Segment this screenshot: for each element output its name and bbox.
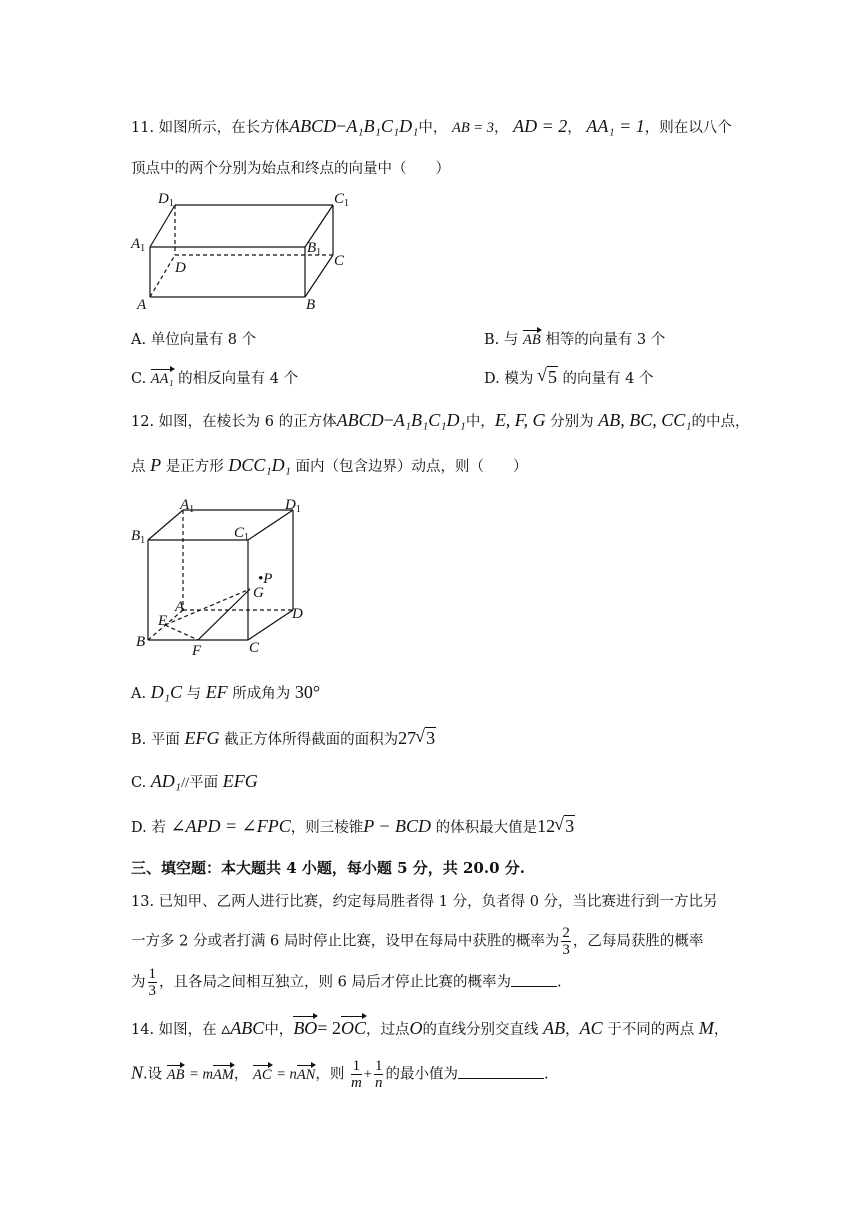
svg-text:•P: •P	[258, 571, 273, 587]
svg-text:A: A	[137, 297, 147, 313]
svg-text:C1: $C_1$	[334, 191, 350, 209]
svg-text:D1: $D_1$	[158, 191, 174, 209]
q13-answer-blank[interactable]	[511, 972, 557, 987]
q12-cube-figure	[128, 495, 328, 660]
q13-line3: 为 $\frac{1}{3}$ ，且各局之间相互独立，则 6 局后才停止比赛的概率为 .	[131, 966, 562, 999]
q11-option-d[interactable]: D. 模为 √ 5 的向量有 4 个	[484, 367, 654, 388]
svg-text:D: D	[175, 260, 186, 276]
q14-number: 14.	[131, 1022, 155, 1038]
svg-text:B: B	[306, 297, 316, 313]
q11-number: 11.	[131, 120, 155, 136]
q12-stem-line2: 点 P 是正方形 DCC₁D₁ 面内（包含边界）动点，则（ ）	[131, 455, 528, 475]
q12-option-d[interactable]: D. 若 ∠APD = ∠FPC，则三棱锥P − BCD 的体积最大值是12√ 3	[131, 816, 575, 837]
section-fill-in-heading: 三、填空题：本大题共 4 小题，每小题 5 分，共 20.0 分.	[131, 859, 525, 877]
q14-line2: N.设 AB = mAM， AC = nAN，则 $\frac{1}{m}$ + $\frac{1}{n}$ 的最小值为 .	[131, 1058, 549, 1091]
svg-text:D: D	[292, 606, 303, 622]
svg-text:B1: $B_1$	[131, 528, 146, 546]
svg-text:B: B	[136, 634, 146, 650]
svg-text:G: G	[253, 585, 264, 601]
q11-option-b[interactable]: B. 与 AB 相等的向量有 3 个	[484, 332, 666, 348]
q12-option-b[interactable]: B. 平面 EFG 截正方体所得截面的面积为27√ 3	[131, 728, 436, 749]
q12-stem-line1: 12. 如图，在棱长为 6 的正方体ABCD−A₁B₁C₁D₁中，E, F, G 分别为 AB, BC, CC₁的中点，	[131, 410, 750, 430]
q11-option-a[interactable]: A. 单位向量有 8 个	[131, 332, 257, 348]
fraction-one-third: $\frac{1}{3}$	[148, 966, 156, 999]
svg-text:C: C	[249, 640, 260, 656]
svg-text:C: C	[334, 253, 345, 269]
svg-text:E: E	[158, 613, 168, 629]
q11-cuboid-figure	[130, 185, 360, 315]
q11-stem-line1: 11. 如图所示，在长方体ABCD−A₁B₁C₁D₁中， AB = 3， AD = 2， AA₁ = 1，则在以八个	[131, 116, 732, 136]
q11-option-c[interactable]: C. AA₁ 的相反向量有 4 个	[131, 371, 299, 387]
fraction-one-over-m: $\frac{1}{m}$	[350, 1058, 362, 1091]
q14-line1: 14. 如图，在 ▵ABC中，BO= 2OC，过点O的直线分别交直线 AB，AC 于不同的两点 M，	[131, 1018, 729, 1038]
svg-text:C1: $C_1$	[234, 525, 250, 543]
svg-text:D1: $D_1$	[285, 497, 301, 515]
svg-text:A1: $A_1$	[131, 236, 146, 254]
svg-text:B1: $B_1$	[307, 240, 322, 258]
fraction-one-over-n: $\frac{1}{n}$	[374, 1058, 383, 1091]
q12-option-a[interactable]: A. D₁C 与 EF 所成角为 30°	[131, 682, 321, 702]
q13-line1: 13. 已知甲、乙两人进行比赛，约定每局胜者得 1 分，负者得 0 分，当比赛进行到一方比另	[131, 894, 718, 910]
svg-text:F: F	[192, 643, 202, 659]
q12-number: 12.	[131, 414, 155, 430]
q14-answer-blank[interactable]	[458, 1064, 544, 1079]
q11-stem-line2: 顶点中的两个分别为始点和终点的向量中（ ）	[131, 161, 450, 177]
fraction-two-thirds: $\frac{2}{3}$	[562, 925, 570, 958]
q12-option-c[interactable]: C. AD₁//平面 EFG	[131, 771, 258, 791]
q13-line2: 一方多 2 分或者打满 6 局时停止比赛，设甲在每局中获胜的概率为 $\frac{2}{3}$ ，乙每局获胜的概率	[131, 925, 704, 958]
svg-text:A1: $A_1$	[180, 497, 195, 515]
svg-text:A: A	[175, 599, 185, 615]
